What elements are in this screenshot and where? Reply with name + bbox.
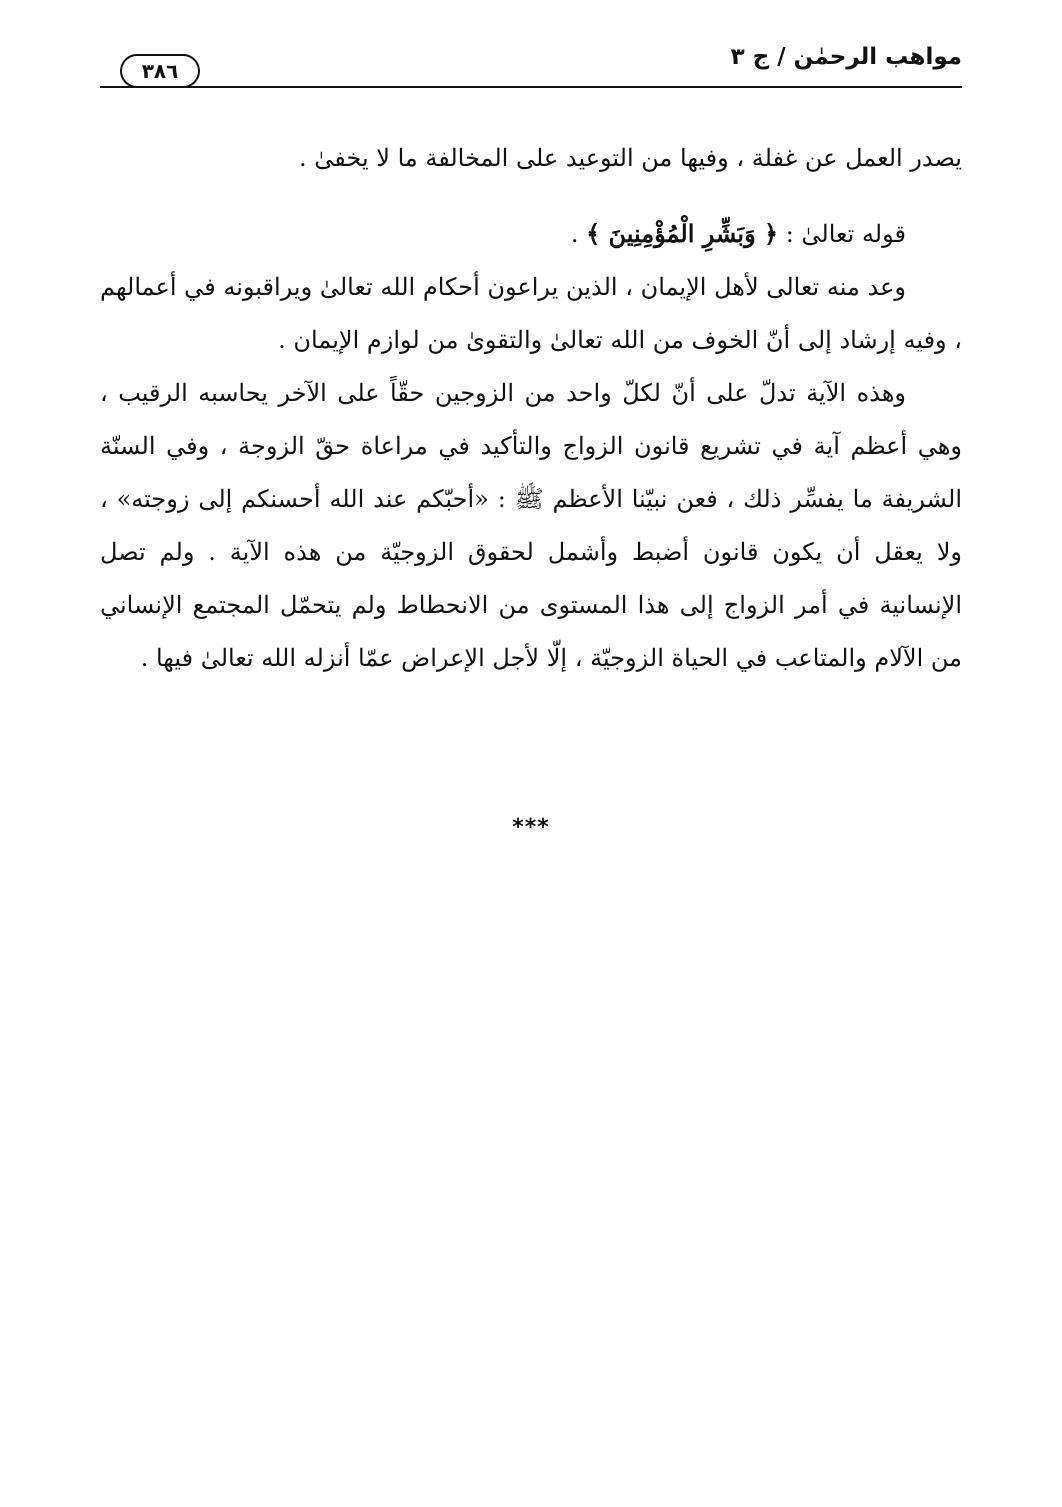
page-header xyxy=(100,38,962,94)
paragraph-3: وعد منه تعالى لأهل الإيمان ، الذين يراعون أحكام الله تعالىٰ ويراقبونه في أعمالهم ، وفيه إرشاد إلى أنّ الخوف من الله تعالىٰ والتقوىٰ من لوازم الإيمان . xyxy=(100,273,962,354)
quran-verse: ﴿ وَبَشِّرِ الْمُؤْمِنِينَ ﴾ xyxy=(586,219,779,248)
verse-intro: قوله تعالىٰ : xyxy=(778,220,906,248)
verse-line xyxy=(100,207,962,261)
book-title: مواهب الرحمٰن / ج ٣ xyxy=(730,44,962,70)
paragraph-1: يصدر العمل عن غفلة ، وفيها من التوعيد على المخالفة ما لا يخفىٰ . xyxy=(299,144,962,172)
verse-end: . xyxy=(570,220,587,248)
header-rule xyxy=(100,86,962,88)
page-number: ٣٨٦ xyxy=(120,54,200,88)
body-text xyxy=(100,132,962,685)
section-separator: *** xyxy=(512,815,550,840)
paragraph-4: وهذه الآية تدلّ على أنّ لكلّ واحد من الزوجين حقّاً على الآخر يحاسبه الرقيب ، وهي أعظم آية في تشريع قانون الزواج والتأكيد في مراعاة حقّ الزوجة ، وفي السنّة الشريفة ما يفسِّر ذلك ، فعن نبيّنا الأعظم ﷺ : «أحبّكم عند الله أحسنكم إلى زوجته» ، ولا يعقل أن يكون قانون أضبط وأشمل لحقوق الزوجيّة من هذه الآية . ولم تصل الإنسانية في أمر الزواج إلى هذا المستوى من الانحطاط ولم يتحمّل المجتمع الإنساني من الآلام والمتاعب في الحياة الزوجيّة ، إلّا لأجل الإعراض عمّا أنزله الله تعالىٰ فيها . xyxy=(100,379,962,672)
